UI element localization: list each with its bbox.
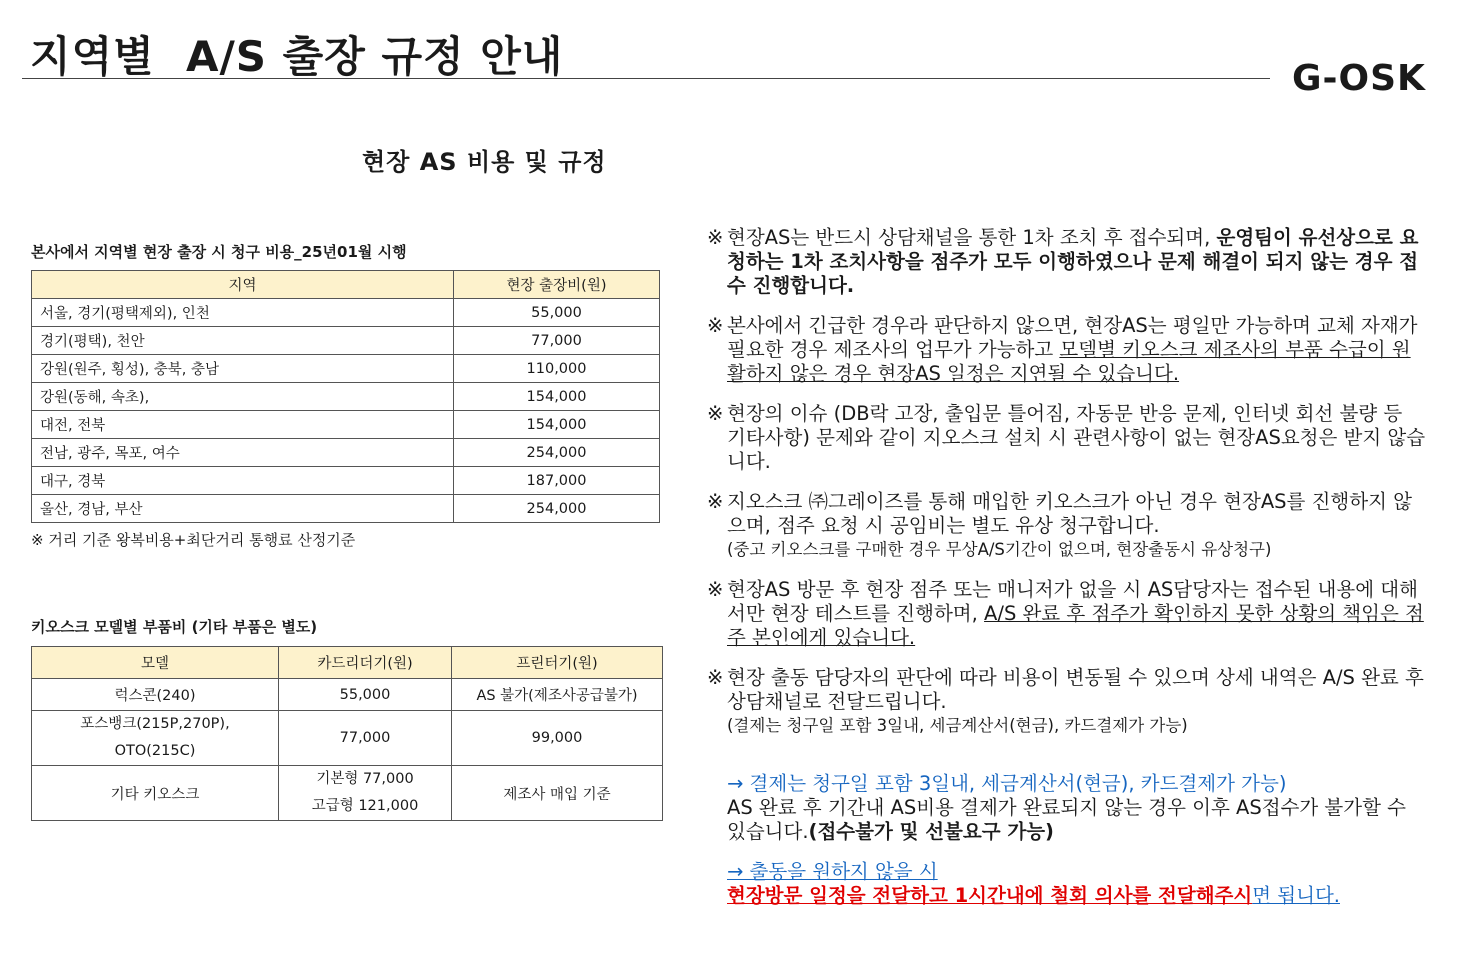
- cancel-block: [727, 860, 1427, 908]
- note-text: 현장AS 방문 후 현장 점주 또는 매니저가 없을 시 AS담당자는 접수된 내용에 대해서만 현장 테스트를 진행하며,: [727, 578, 1418, 625]
- payment-block: [727, 772, 1427, 844]
- model-line: 포스뱅크(215P,270P),: [80, 716, 230, 732]
- table-row: [32, 495, 660, 523]
- title-divider: [22, 78, 1270, 79]
- note-text: 현장 출동 담당자의 판단에 따라 비용이 변동될 수 있으며 상세 내역은 A/S 완료 후 상담채널로 전달드립니다.: [727, 666, 1424, 713]
- cost-cell: 77,000: [454, 327, 660, 355]
- cancel-tail-text: 면 됩니다.: [1252, 884, 1340, 907]
- cost-table-header-row: [32, 271, 660, 299]
- printer-cell: 99,000: [452, 711, 663, 766]
- cost-cell: 254,000: [454, 495, 660, 523]
- region-cell: 울산, 경남, 부산: [32, 495, 454, 523]
- note-text: 지오스크 ㈜그레이즈를 통해 매입한 키오스크가 아닌 경우 현장AS를 진행하지 않으며, 점주 요청 시 공임비는 별도 유상 청구합니다.: [727, 490, 1412, 537]
- page-title: 지역별 A/S 출장 규정 안내: [30, 32, 564, 81]
- table-row: [32, 766, 663, 821]
- reference-mark-icon: ※: [707, 314, 724, 337]
- note-emphasis: 운영팀이 유선상으로 요청하는 1차 조치사항을 점주가 모두 이행하였으나 문제 해결이 되지 않는 경우 접수 진행합니다.: [727, 226, 1419, 297]
- model-cell: [32, 711, 279, 766]
- payment-emphasis: (접수불가 및 선불요구 가능): [808, 820, 1054, 843]
- column-header-region: 지역: [32, 271, 454, 299]
- note-text: 현장AS는 반드시 상담채널을 통한 1차 조치 후 접수되며,: [727, 226, 1217, 249]
- card-reader-cell: [279, 766, 452, 821]
- region-cell: 강원(동해, 속초),: [32, 383, 454, 411]
- table-row: [32, 411, 660, 439]
- note-subtext: (결제는 청구일 포함 3일내, 세금계산서(현금), 카드결제가 가능): [727, 716, 1188, 735]
- reference-mark-icon: ※: [707, 578, 724, 601]
- note-item: [707, 490, 1427, 562]
- region-cell: 대전, 전북: [32, 411, 454, 439]
- table-row: [32, 299, 660, 327]
- cost-cell: 154,000: [454, 411, 660, 439]
- model-cell: 기타 키오스크: [32, 766, 279, 821]
- table-row: [32, 467, 660, 495]
- parts-table-caption: 키오스크 모델별 부품비 (기타 부품은 별도): [31, 618, 318, 636]
- cost-table-caption: 본사에서 지역별 현장 출장 시 청구 비용_25년01월 시행: [31, 243, 407, 261]
- column-header-printer: 프린터기(원): [452, 647, 663, 679]
- note-item: [707, 226, 1427, 298]
- column-header-card-reader: 카드리더기(원): [279, 647, 452, 679]
- parts-table: [31, 646, 663, 821]
- region-cell: 전남, 광주, 목포, 여수: [32, 439, 454, 467]
- cost-cell: 187,000: [454, 467, 660, 495]
- cost-cell: 254,000: [454, 439, 660, 467]
- payment-text: AS 완료 후 기간내 AS비용 결제가 완료되지 않는 경우 이후 AS접수가 불가할 수 있습니다.: [727, 796, 1406, 843]
- printer-cell: AS 불가(제조사공급불가): [452, 679, 663, 711]
- note-underlined: A/S 완료 후 점주가 확인하지 못한 상황의 책임은 점주 본인에게 있습니다.: [727, 602, 1424, 649]
- region-cell: 서울, 경기(평택제외), 인천: [32, 299, 454, 327]
- note-item: [707, 578, 1427, 650]
- note-underlined: 모델별 키오스크 제조사의 부품 수급이 원활하지 않은 경우 현장AS 일정은 지연될 수 있습니다.: [727, 338, 1411, 385]
- table-row: [32, 679, 663, 711]
- notes-list: [707, 226, 1427, 754]
- cost-cell: 110,000: [454, 355, 660, 383]
- table-row: [32, 355, 660, 383]
- cancel-arrow-line: → 출동을 원하지 않을 시: [727, 860, 938, 883]
- note-text: 본사에서 긴급한 경우라 판단하지 않으면, 현장AS는 평일만 가능하며 교체 자재가 필요한 경우 제조사의 업무가 가능하고: [727, 314, 1418, 361]
- column-header-cost: 현장 출장비(원): [454, 271, 660, 299]
- table-row: [32, 327, 660, 355]
- column-header-model: 모델: [32, 647, 279, 679]
- card-line: 기본형 77,000: [316, 771, 414, 787]
- cost-cell: 55,000: [454, 299, 660, 327]
- note-subtext: (중고 키오스크를 구매한 경우 무상A/S기간이 없으며, 현장출동시 유상청구): [727, 540, 1272, 559]
- card-reader-cell: 55,000: [279, 679, 452, 711]
- table-row: [32, 711, 663, 766]
- brand-logo: G-OSK: [1292, 58, 1426, 99]
- cancel-red-text: 현장방문 일정을 전달하고 1시간내에 철회 의사를 전달해주시: [727, 884, 1253, 907]
- payment-arrow-line: → 결제는 청구일 포함 3일내, 세금계산서(현금), 카드결제가 가능): [727, 772, 1287, 795]
- reference-mark-icon: ※: [707, 666, 724, 689]
- cost-footnote: ※ 거리 기준 왕복비용+최단거리 통행료 산정기준: [31, 531, 356, 549]
- region-cell: 강원(원주, 횡성), 충북, 충남: [32, 355, 454, 383]
- note-item: [707, 666, 1427, 738]
- model-line: OTO(215C): [114, 743, 196, 759]
- printer-cell: 제조사 매입 기준: [452, 766, 663, 821]
- table-row: [32, 439, 660, 467]
- cost-cell: 154,000: [454, 383, 660, 411]
- reference-mark-icon: ※: [707, 490, 724, 513]
- cost-table: [31, 270, 660, 523]
- parts-table-header-row: [32, 647, 663, 679]
- reference-mark-icon: ※: [707, 402, 724, 425]
- region-cell: 대구, 경북: [32, 467, 454, 495]
- reference-mark-icon: ※: [707, 226, 724, 249]
- region-cell: 경기(평택), 천안: [32, 327, 454, 355]
- table-row: [32, 383, 660, 411]
- note-item: [707, 402, 1427, 474]
- card-reader-cell: 77,000: [279, 711, 452, 766]
- note-text: 현장의 이슈 (DB락 고장, 출입문 틀어짐, 자동문 반응 문제, 인터넷 회선 불량 등 기타사항) 문제와 같이 지오스크 설치 시 관련사항이 없는 현장AS요청은 받지 않습니다.: [727, 402, 1426, 473]
- model-cell: 럭스콘(240): [32, 679, 279, 711]
- section-subtitle: 현장 AS 비용 및 규정: [362, 148, 607, 176]
- card-line: 고급형 121,000: [311, 798, 419, 814]
- note-item: [707, 314, 1427, 386]
